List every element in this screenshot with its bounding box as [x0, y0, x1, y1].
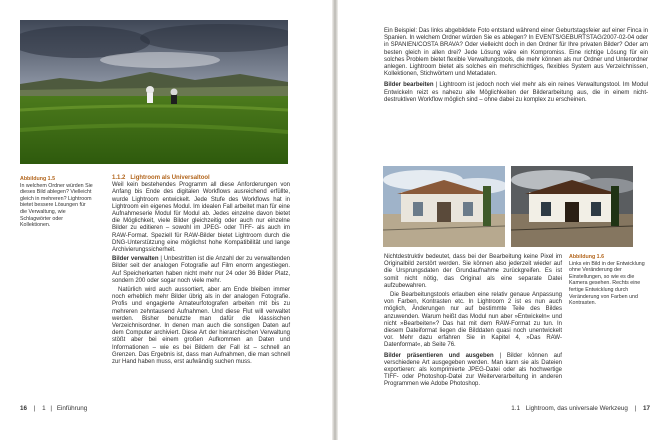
- verwalten-para2: Natürlich wird auch aussortiert, aber am Ende bleiben immer noch erheblich mehr Bilder übrig als in der analogen Fotografie. Profis und engagierte Amateurfotografen arbeiten mit bis zu mehreren zehntausend Aufnahmen. Und diese Flut will verwaltet werden. Bisher benutzte man dafür die klassischen Verzeichnisordner. In denen man auch die sonstigen Daten auf dem Computer archiviert. Diese Art der hierarchischen Verwaltung stößt aber bei einem großen Aufkommen an Daten und Informationen – wie es bei Bildern der Fall ist – schnell an Grenzen. Das Ergebnis ist, dass man Aufnahmen, die man schnell zur Hand haben muss, erst aufwändig suchen muss.: [112, 287, 290, 366]
- figure-caption-text: Links ein Bild in der Entwicklung ohne Veränderung der Einstellungen, so wie es die Kamera gesehen. Rechts eine fertige Entwicklung durch Veränderung von Farben und Kontrasten.: [569, 260, 645, 307]
- figure-caption-number: Abbildung 1.6: [569, 254, 605, 260]
- field-photo: [20, 20, 288, 164]
- tools-paragraph: Die Bearbeitungstools erlauben eine relativ genaue Anpassung von Farben, Kontrasten etc. In Lightroom 2 ist es nun auch möglich, Änderungen nur auf bestimmte Teile des Bildes anzuwenden. Warum heißt das Modul nun aber »Entwickeln« und nicht »Bearbeiten«? Das hat mit dem RAW-Format zu tun. In diesem Dateiformat liegen die Bilddaten quasi noch unentwickelt vor. Mehr dazu erfahren Sie in Kapitel 4, »Das RAW-Datenformat«, ab Seite 76.: [384, 292, 562, 349]
- right-page-number: 17: [642, 405, 650, 412]
- right-section-number: 1.1: [511, 405, 520, 412]
- house-photo-after: [511, 166, 633, 247]
- example-paragraph: Ein Beispiel: Das links abgebildete Foto entstand während einer Geburtstagsfeier auf einer Finca in Spanien. In welchem Ordner würden Sie es ablegen? In EVENTS/GEBURTSTAG/2007-02-04 oder in SPANIEN/COSTA BRAVA? Oder vielleicht doch in den Ordner für Ihre privaten Bilder? Oder am besten gleich in allen drei? Jede Lösung wäre ein Kompromiss. Eine richtige Lösung für ein solches Problem bietet flexible Verwaltungstools, die mehr können als nur Ordner und Unterordner anlegen. Lightroom bietet als solches ein mehrschichtiges, flexibles System aus Verzeichnissen, Kollektionen, Stichwörtern und Metadaten.: [384, 28, 648, 78]
- nondestructive-paragraph: Nichtdestruktiv bedeutet, dass bei der Bearbeitung keine Pixel im Originalbild zerstört werden. Sie können also jederzeit wieder auf die Ursprungsdaten der Grundaufnahme zurückgreifen. Es ist somit nicht nötig, das Original als eine separate Datei aufzubewahren.: [384, 254, 562, 289]
- figure-caption-1-5: [20, 176, 94, 229]
- section-intro: Weil kein bestehendes Programm all diese Anforderungen von Anfang bis Ende des digitalen Workflows ausreichend erfüllte, wurde Lightroom entwickelt. Jede Stufe des Workflows hat in Lightroom ein eigenes Modul. Im idealen Fall arbeitet man für eine Aufnahmeserie Modul für Modul ab. Jedes einzelne davon bietet die Möglichkeit, viele Bilder gleichzeitig oder auch nur einzelne Bilder zu editieren – sowohl im JPEG- oder TIFF- als auch im RAW-Format. Speziell für RAW-Bilder bietet Lightroom durch die DNG-Unterstützung eine möglichst hohe Kompatibilität und lange Archivierungssicherheit.: [112, 182, 290, 254]
- figure-caption-1-6: [569, 254, 651, 307]
- section-number: 1.1.2: [112, 175, 126, 181]
- left-chapter-title: Einführung: [56, 405, 88, 412]
- right-top-text: Ein Beispiel: Das links abgebildete Foto entstand während einer Geburtstagsfeier auf einer Finca in Spanien. In welchem Ordner würden Sie es ablegen? In EVENTS/GEBURTSTAG/2007-02-04 oder in SPANIEN/COSTA BRAVA? Oder vielleicht doch in den Ordner für Ihre privaten Bilder? Oder am besten gleich in allen drei? Jede Lösung wäre ein Kompromiss. Eine richtige Lösung für ein solches Problem bietet flexible Verwaltungstools, die mehr können als nur Ordner und Unterordner anlegen. Lightroom bietet als solches ein mehrschichtiges, flexibles System aus Verzeichnissen, Kollektionen, Stichwörtern und Metadaten. Bilder bearbeiten | Lightroom ist jedoch noch viel mehr als ein reines Verwaltungstool. Im Modul Entwickeln reizt es nahezu alle Möglichkeiten der Bilderarbeitung aus, die in einem nicht-destruktiven Workflow möglich sind – ohne dabei zu komplex zu erscheinen.: [384, 28, 648, 103]
- bearbeiten-heading: Bilder bearbeiten: [384, 82, 434, 89]
- left-page-number: 16: [20, 405, 28, 412]
- praesentieren-text: Bilder können auf verschiedene Art ausgegeben werden. Man kann sie als Dateien exportieren: als komprimierte JPEG-Datei oder als hochwertige TIFF- oder Photoshop-Datei zur Weiterverarbeitung in anderen Programmen wie Adobe Photoshop.: [384, 352, 562, 388]
- figure-caption-text: In welchem Ordner würden Sie dieses Bild ablegen? Vielleicht gleich in mehreren? Lightroom bietet bessere Lösungen für die Verwaltung, wie Schlagwörter oder Kollektionen.: [20, 182, 93, 229]
- figure-caption-number: Abbildung 1.5: [20, 176, 56, 182]
- verwalten-heading: Bilder verwalten: [112, 256, 159, 263]
- house-photo-before: [383, 166, 505, 247]
- left-chapter-number: 1: [42, 405, 46, 412]
- right-body-text: Nichtdestruktiv bedeutet, dass bei der Bearbeitung keine Pixel im Originalbild zerstört werden. Sie können also jederzeit wieder auf die Ursprungsdaten der Grundaufnahme zurückgreifen. Es ist somit nicht nötig, das Original als eine separate Datei aufzubewahren. Die Bearbeitungstools erlauben eine relativ genaue Anpassung von Farben, Kontrasten etc. In Lightroom 2 ist es nun auch möglich, Änderungen nur auf bestimmte Teile des Bildes anzuwenden. Warum heißt das Modul nun aber »Entwickeln« und nicht »Bearbeiten«? Das hat mit dem RAW-Format zu tun. In diesem Dateiformat liegen die Bilddaten quasi noch unentwickelt vor. Mehr dazu erfahren Sie in Kapitel 4, »Das RAW-Datenformat«, ab Seite 76. Bilder präsentieren und ausgeben | Bilder können auf verschiedene Art ausgegeben werden. Man kann sie als Dateien exportieren: als komprimierte JPEG-Datei oder als hochwertige TIFF- oder Photoshop-Datei zur Weiterverarbeitung in anderen Programmen wie Adobe Photoshop.: [384, 254, 562, 388]
- praesentieren-heading: Bilder präsentieren und ausgeben: [384, 352, 494, 359]
- left-footer: 16 | 1 | Einführung: [20, 405, 88, 412]
- section-title: Lightroom als Universaltool: [130, 175, 210, 181]
- right-footer: 1.1 Lightroom, das universale Werkzeug | 17: [511, 405, 650, 412]
- verwalten-text: Unbestritten ist die Anzahl der zu verwaltenden Bilder seit der analogen Fotografie auf Film enorm angestiegen. Auf Speicherkarten haben nicht mehr nur 24 oder 36 Bilder Platz, sondern 200 oder sogar noch viele mehr.: [112, 256, 290, 284]
- left-body-text: 1.1.2 Lightroom als Universaltool Weil kein bestehendes Programm all diese Anforderungen von Anfang bis Ende des digitalen Workflows ausreichend erfüllte, wurde Lightroom entwickelt. Jede Stufe des Workflows hat in Lightroom ein eigenes Modul. Im idealen Fall arbeitet man für eine Aufnahmeserie Modul für Modul ab. Jedes einzelne davon bietet die Möglichkeit, viele Bilder gleichzeitig oder auch nur einzelne Bilder zu editieren – sowohl im JPEG- oder TIFF- als auch im RAW-Format. Speziell für RAW-Bilder bietet Lightroom durch die DNG-Unterstützung eine möglichst hohe Kompatibilität und lange Archivierungssicherheit. Bilder verwalten | Unbestritten ist die Anzahl der zu verwaltenden Bilder seit der analogen Fotografie auf Film enorm angestiegen. Auf Speicherkarten haben nicht mehr nur 24 oder 36 Bilder Platz, sondern 200 oder sogar noch viele mehr. Natürlich wird auch aussortiert, aber am Ende bleiben immer noch erheblich mehr Bilder übrig als in der analogen Fotografie. Profis und engagierte Amateurfotografen arbeiten mit bis zu mehreren zehntausend Aufnahmen. Und diese Flut will verwaltet werden. Bisher benutzte man dafür die klassischen Verzeichnisordner. In denen man auch die sonstigen Daten auf dem Computer archiviert. Diese Art der hierarchischen Verwaltung stößt aber bei einem großen Aufkommen an Daten und Informationen – wie es bei Bildern der Fall ist – schnell an Grenzen. Das Ergebnis ist, dass man Aufnahmen, die man schnell zur Hand haben muss, erst aufwändig suchen muss.: [112, 175, 290, 366]
- book-gutter: [332, 0, 338, 440]
- bearbeiten-text: Lightroom ist jedoch noch viel mehr als ein reines Verwaltungstool. Im Modul Entwickeln reizt es nahezu alle Möglichkeiten der Bilderarbeitung aus, die in einem nicht-destruktiven Workflow möglich sind – ohne dabei zu komplex zu erscheinen.: [384, 82, 648, 103]
- right-section-title: Lightroom, das universale Werkzeug: [525, 405, 628, 412]
